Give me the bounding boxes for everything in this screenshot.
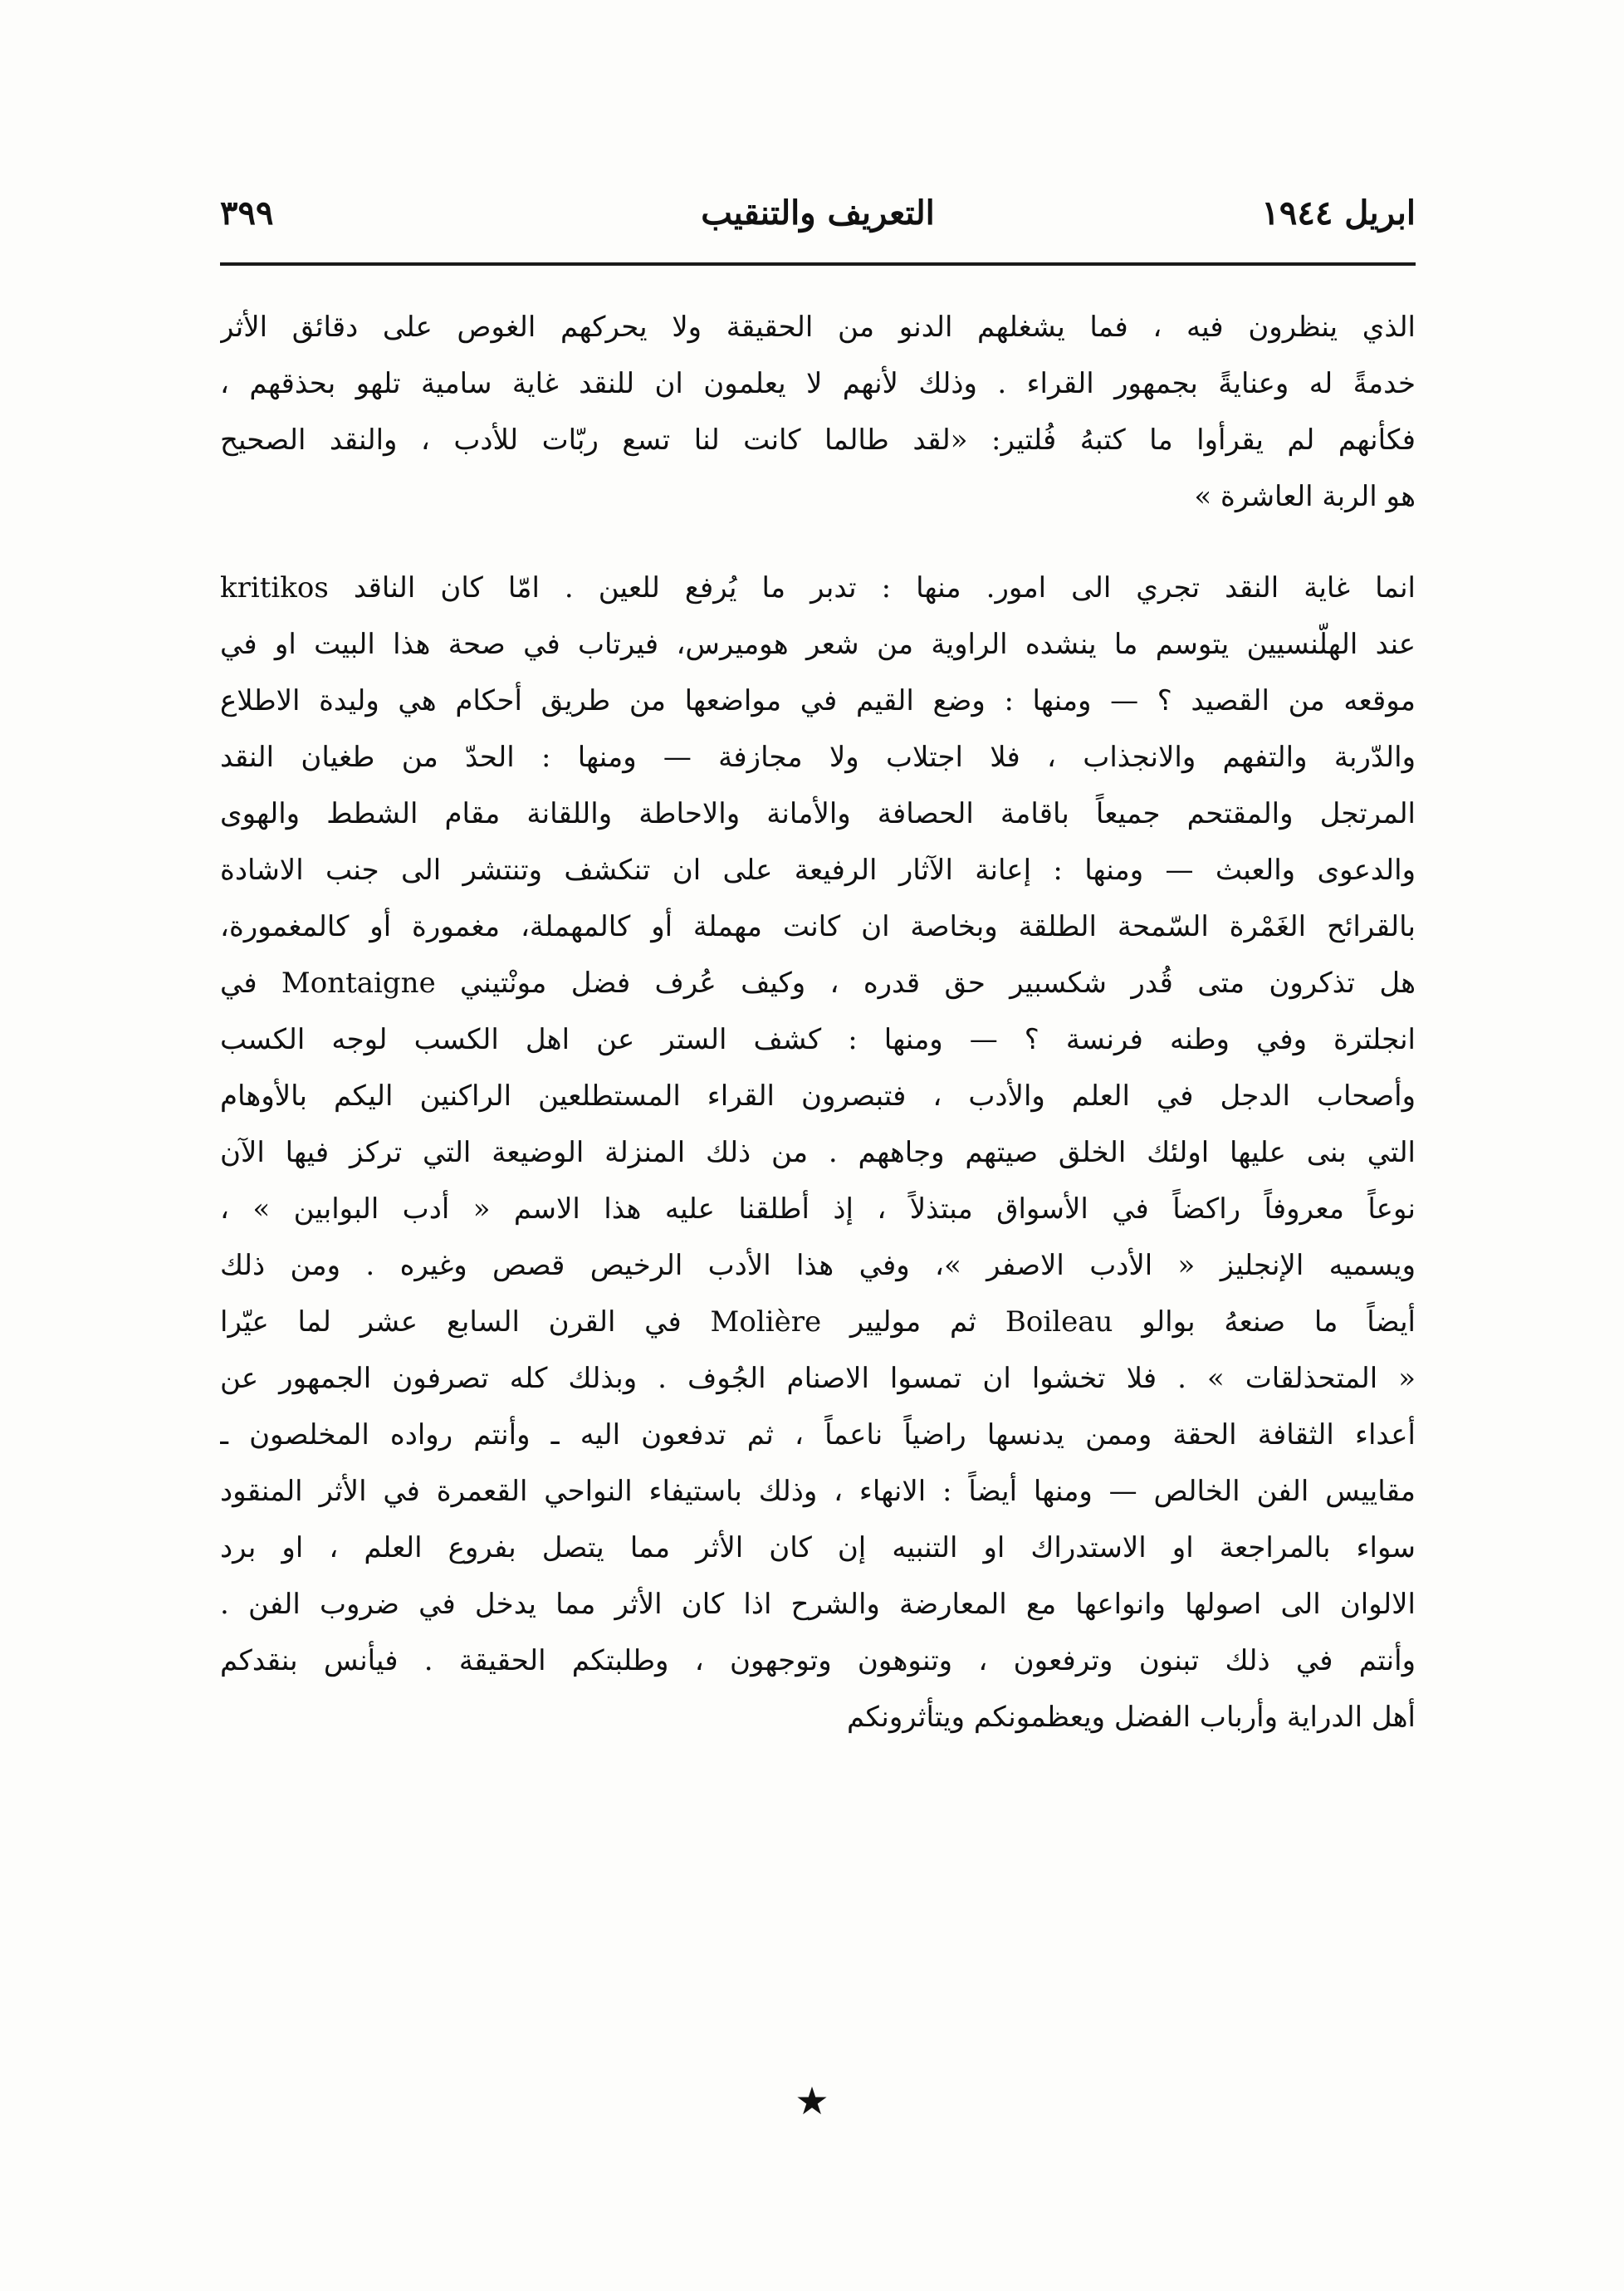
star-ornament: ★	[795, 2078, 829, 2123]
text-line: موقعه من القصيد ؟ — ومنها : وضع القيم في مواضعها من طريق أحكام هي وليدة الاطلاع	[220, 684, 1416, 717]
text-line: انما غاية النقد تجري الى امور. منها : تدبر ما يُرفع للعين . امّا كان الناقد kritikos	[220, 571, 1416, 605]
text-line: هو الربة العاشرة »	[1194, 480, 1416, 513]
text-line: الالوان الى اصولها وانواعها مع المعارضة والشرح اذا كان الأثر مما يدخل في ضروب الفن .	[220, 1588, 1416, 1621]
text-line: نوعاً معروفاً راكضاً في الأسواق مبتذلاً ، إذ أطلقنا عليه هذا الاسم « أدب البوابين » ،	[220, 1192, 1416, 1226]
text-line: التي بنى عليها اولئك الخلق صيتهم وجاههم . من ذلك المنزلة الوضيعة التي تركز فيها الآن	[220, 1136, 1416, 1169]
header-date: ابريل ١٩٤٤	[1261, 193, 1416, 233]
page-number: ٣٩٩	[220, 193, 274, 233]
paragraph-1	[220, 299, 1416, 525]
text-line: انجلترة وفي وطنه فرنسة ؟ — ومنها : كشف الستر عن اهل الكسب لوجه الكسب	[220, 1023, 1416, 1056]
text-line: بالقرائح الغَمْرة السّمحة الطلقة وبخاصة ان كانت مهملة أو كالمهملة، مغمورة أو كالمغمورة،	[220, 910, 1416, 943]
running-header	[220, 179, 1416, 245]
text-line: أعداء الثقافة الحقة وممن يدنسها راضياً ناعماً ، ثم تدفعون اليه ـ وأنتم رواده المخلصون ـ	[220, 1418, 1416, 1451]
text-line: خدمةً له وعنايةً بجمهور القراء . وذلك لأنهم لا يعلمون ان للنقد غاية سامية تلهو بحذقهم ،	[220, 367, 1416, 400]
paragraph-2	[220, 560, 1416, 1745]
text-line: والدّربة والتفهم والانجذاب ، فلا اجتلاب ولا مجازفة — ومنها : الحدّ من طغيان النقد	[220, 741, 1416, 774]
text-line: هل تذكرون متى قُدر شكسبير حق قدره ، وكيف عُرف فضل مونْتيني Montaigne في	[220, 967, 1416, 1000]
header-title: التعريف والتنقيب	[701, 193, 935, 233]
text-line: وأصحاب الدجل في العلم والأدب ، فتبصرون القراء المستطلعين الراكنين اليكم بالأوهام	[220, 1079, 1416, 1113]
text-line: سواء بالمراجعة او الاستدراك او التنبيه إن كان الأثر مما يتصل بفروع العلم ، او برد	[220, 1531, 1416, 1564]
paragraph-gap	[220, 525, 1416, 560]
text-line: عند الهلّنسيين يتوسم ما ينشده الراوية من شعر هوميرس، فيرتاب في صحة هذا البيت او في	[220, 628, 1416, 661]
body-text	[220, 299, 1416, 1745]
text-line: الذي ينظرون فيه ، فما يشغلهم الدنو من الحقيقة ولا يحركهم الغوص على دقائق الأثر	[220, 311, 1416, 344]
text-line: أهل الدراية وأرباب الفضل ويعظمونكم ويتأثرونكم	[847, 1701, 1416, 1734]
text-line: المرتجل والمقتحم جميعاً باقامة الحصافة والأمانة والاحاطة واللقانة مقام الشطط والهوى	[220, 797, 1416, 830]
text-line: أيضاً ما صنعهُ بوالو Boileau ثم موليير Molière في القرن السابع عشر لما عيّرا	[220, 1305, 1416, 1339]
text-line: « المتحذلقات » . فلا تخشوا ان تمسوا الاصنام الجُوف . وبذلك كله تصرفون الجمهور عن	[220, 1362, 1416, 1395]
header-rule	[220, 262, 1416, 266]
text-line: فكأنهم لم يقرأوا ما كتبهُ فُلتير: «لقد طالما كانت لنا تسع ربّات للأدب ، والنقد الصحيح	[220, 423, 1416, 457]
text-line: مقاييس الفن الخالص — ومنها أيضاً : الانهاء ، وذلك باستيفاء النواحي القعمرة في الأثر المنقود	[220, 1475, 1416, 1508]
text-line: ويسميه الإنجليز « الأدب الاصفر »، وفي هذا الأدب الرخيص قصص وغيره . ومن ذلك	[220, 1249, 1416, 1282]
text-line: وأنتم في ذلك تبنون وترفعون ، وتنوهون وتوجهون ، وطلبتكم الحقيقة . فيأنس بنقدكم	[220, 1644, 1416, 1677]
text-line: والدعوى والعبث — ومنها : إعانة الآثار الرفيعة على ان تنكشف وتنتشر الى جنب الاشادة	[220, 854, 1416, 887]
